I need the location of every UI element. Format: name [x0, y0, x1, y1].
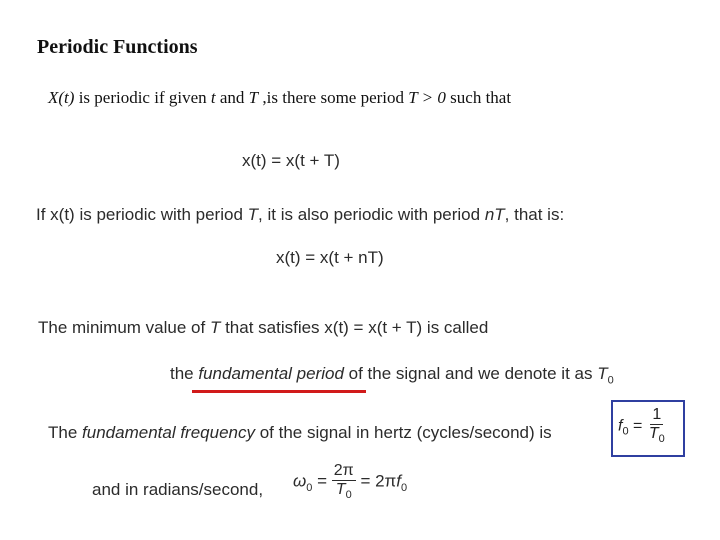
periodic-equation: x(t) = x(t + T)	[242, 151, 340, 170]
intro-statement: X(t) is periodic if given t and T ,is there some period T > 0 such that	[48, 88, 512, 107]
red-underline	[192, 390, 366, 393]
frequency-formula-box	[611, 400, 685, 457]
periodic-nT-equation: x(t) = x(t + nT)	[276, 248, 384, 267]
fundamental-frequency-term: fundamental frequency	[82, 423, 255, 442]
period-condition: T > 0	[408, 88, 446, 107]
fundamental-period-term: fundamental period	[198, 364, 344, 383]
radians-statement: and in radians/second,	[92, 480, 264, 499]
minimum-value-statement: The minimum value of T that satisfies x(t) = x(t + T) is called	[38, 318, 489, 337]
also-periodic-statement: If x(t) is periodic with period T, it is also periodic with period nT, that is:	[36, 205, 565, 224]
fundamental-period-statement: the fundamental period of the signal and we denote it as $T_0$	[170, 364, 614, 387]
fundamental-frequency-statement: The fundamental frequency of the signal in hertz (cycles/second) is	[48, 423, 552, 442]
frequency-fraction: $\frac{1}{T_0}$	[648, 406, 665, 446]
angular-frequency-formula: $\omega_0$ = $\frac{2\pi}{T_0}$ = $2\pi f_0$	[293, 462, 408, 502]
angular-frequency-fraction: $\frac{2\pi}{T_0}$	[333, 462, 354, 502]
page-title: Periodic Functions	[37, 36, 198, 58]
minimum-equation: x(t) = x(t + T)	[324, 318, 423, 337]
frequency-formula: $f_0$ = $\frac{1}{T_0}$	[618, 406, 665, 446]
intro-xt: X(t)	[48, 88, 75, 107]
